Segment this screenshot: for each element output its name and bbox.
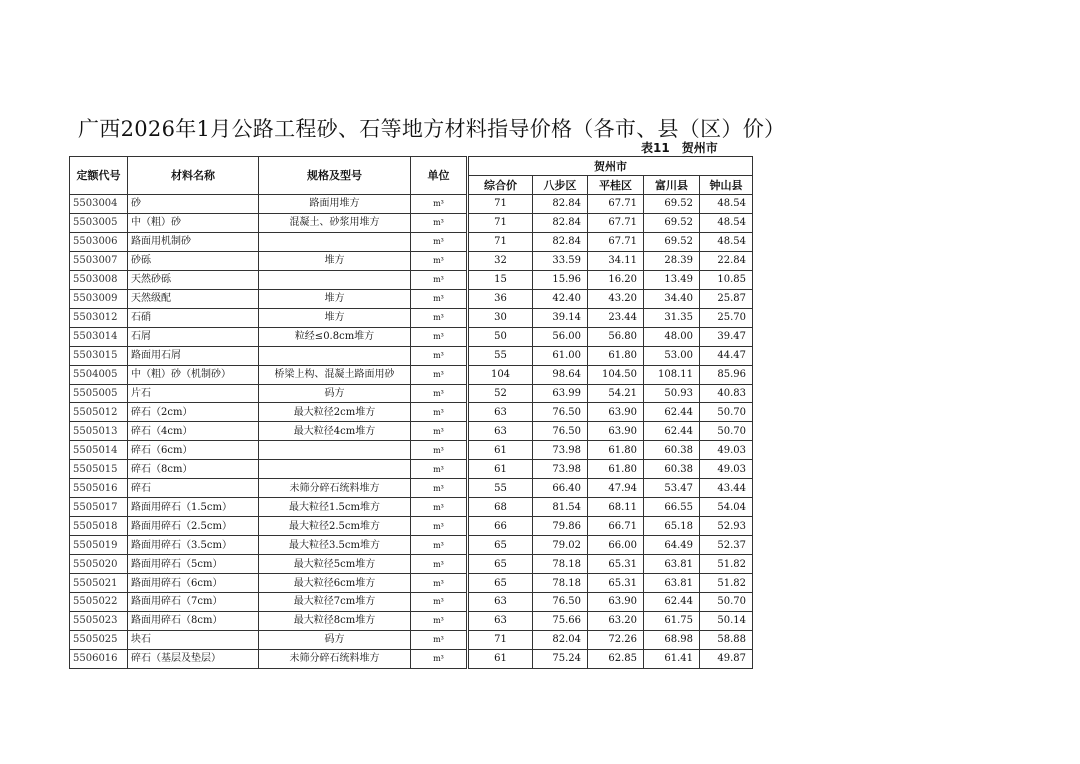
- cell-composite-price: 104: [468, 365, 533, 384]
- cell-unit: m³: [411, 574, 468, 593]
- cell-unit: m³: [411, 251, 468, 270]
- header-name: 材料名称: [128, 157, 259, 195]
- header-col-composite: 综合价: [468, 176, 533, 195]
- cell-composite-price: 63: [468, 422, 533, 441]
- table-row: [70, 498, 753, 517]
- cell-price-zhongshan: 48.54: [700, 213, 753, 232]
- table-row: [70, 384, 753, 403]
- cell-unit: m³: [411, 195, 468, 214]
- cell-code: 5505015: [70, 460, 128, 479]
- cell-price-zhongshan: 50.70: [700, 422, 753, 441]
- cell-material-name: 碎石: [128, 479, 259, 498]
- cell-material-name: 路面用碎石（1.5cm）: [128, 498, 259, 517]
- header-group-city: 贺州市: [468, 157, 753, 176]
- cell-spec: 路面用堆方: [259, 195, 411, 214]
- cell-composite-price: 71: [468, 232, 533, 251]
- cell-unit: m³: [411, 630, 468, 649]
- cell-unit: m³: [411, 441, 468, 460]
- cell-unit: m³: [411, 422, 468, 441]
- cell-price-zhongshan: 50.14: [700, 611, 753, 630]
- header-code: 定额代号: [70, 157, 128, 195]
- cell-material-name: 碎石（基层及垫层）: [128, 649, 259, 668]
- cell-price-zhongshan: 49.03: [700, 441, 753, 460]
- cell-price-pinggui: 34.11: [588, 251, 644, 270]
- cell-composite-price: 63: [468, 403, 533, 422]
- cell-price-babu: 76.50: [533, 422, 588, 441]
- cell-code: 5505019: [70, 536, 128, 555]
- cell-spec: 码方: [259, 384, 411, 403]
- cell-material-name: 碎石（6cm）: [128, 441, 259, 460]
- cell-code: 5506016: [70, 649, 128, 668]
- cell-price-fuchuan: 108.11: [644, 365, 700, 384]
- header-spec: 规格及型号: [259, 157, 411, 195]
- cell-price-zhongshan: 25.87: [700, 289, 753, 308]
- cell-price-babu: 81.54: [533, 498, 588, 517]
- table-row: [70, 649, 753, 668]
- cell-code: 5505022: [70, 593, 128, 612]
- table-row: [70, 536, 753, 555]
- table-row: [70, 441, 753, 460]
- cell-unit: m³: [411, 289, 468, 308]
- table-row: [70, 574, 753, 593]
- cell-composite-price: 36: [468, 289, 533, 308]
- cell-material-name: 中（粗）砂: [128, 213, 259, 232]
- cell-price-zhongshan: 44.47: [700, 346, 753, 365]
- table-row: [70, 289, 753, 308]
- cell-composite-price: 71: [468, 213, 533, 232]
- cell-spec: 堆方: [259, 289, 411, 308]
- cell-material-name: 路面用碎石（3.5cm）: [128, 536, 259, 555]
- cell-composite-price: 55: [468, 479, 533, 498]
- cell-price-pinggui: 61.80: [588, 346, 644, 365]
- cell-price-babu: 79.86: [533, 517, 588, 536]
- cell-price-pinggui: 56.80: [588, 327, 644, 346]
- cell-price-fuchuan: 69.52: [644, 213, 700, 232]
- cell-price-babu: 63.99: [533, 384, 588, 403]
- cell-price-fuchuan: 66.55: [644, 498, 700, 517]
- cell-composite-price: 65: [468, 536, 533, 555]
- cell-price-zhongshan: 52.37: [700, 536, 753, 555]
- cell-price-pinggui: 104.50: [588, 365, 644, 384]
- cell-composite-price: 55: [468, 346, 533, 365]
- cell-spec: 最大粒径2cm堆方: [259, 403, 411, 422]
- cell-unit: m³: [411, 460, 468, 479]
- cell-price-babu: 82.04: [533, 630, 588, 649]
- cell-unit: m³: [411, 536, 468, 555]
- cell-material-name: 砂: [128, 195, 259, 214]
- cell-price-fuchuan: 34.40: [644, 289, 700, 308]
- table-row: [70, 517, 753, 536]
- table-subtitle: 表11 贺州市: [641, 141, 718, 155]
- cell-unit: m³: [411, 611, 468, 630]
- cell-composite-price: 52: [468, 384, 533, 403]
- cell-price-zhongshan: 22.84: [700, 251, 753, 270]
- cell-price-zhongshan: 50.70: [700, 403, 753, 422]
- cell-price-pinggui: 66.71: [588, 517, 644, 536]
- cell-price-zhongshan: 50.70: [700, 593, 753, 612]
- cell-price-fuchuan: 61.75: [644, 611, 700, 630]
- price-table: [69, 156, 753, 669]
- cell-code: 5505021: [70, 574, 128, 593]
- cell-price-babu: 73.98: [533, 441, 588, 460]
- cell-price-fuchuan: 60.38: [644, 460, 700, 479]
- cell-material-name: 路面用碎石（2.5cm）: [128, 517, 259, 536]
- cell-material-name: 石屑: [128, 327, 259, 346]
- cell-price-pinggui: 16.20: [588, 270, 644, 289]
- cell-spec: 桥梁上构、混凝土路面用砂: [259, 365, 411, 384]
- cell-spec: 堆方: [259, 308, 411, 327]
- cell-code: 5503009: [70, 289, 128, 308]
- cell-price-fuchuan: 53.00: [644, 346, 700, 365]
- cell-price-babu: 76.50: [533, 403, 588, 422]
- cell-spec: 堆方: [259, 251, 411, 270]
- cell-price-fuchuan: 62.44: [644, 593, 700, 612]
- cell-material-name: 路面用碎石（5cm）: [128, 555, 259, 574]
- table-row: [70, 479, 753, 498]
- cell-price-babu: 33.59: [533, 251, 588, 270]
- cell-material-name: 路面用石屑: [128, 346, 259, 365]
- cell-code: 5505012: [70, 403, 128, 422]
- cell-price-zhongshan: 58.88: [700, 630, 753, 649]
- cell-price-pinggui: 62.85: [588, 649, 644, 668]
- cell-code: 5505025: [70, 630, 128, 649]
- table-row: [70, 593, 753, 612]
- cell-unit: m³: [411, 232, 468, 251]
- cell-price-fuchuan: 48.00: [644, 327, 700, 346]
- cell-price-babu: 78.18: [533, 574, 588, 593]
- cell-price-babu: 82.84: [533, 232, 588, 251]
- cell-price-zhongshan: 48.54: [700, 232, 753, 251]
- cell-spec: 粒经≤0.8cm堆方: [259, 327, 411, 346]
- cell-unit: m³: [411, 555, 468, 574]
- cell-price-babu: 39.14: [533, 308, 588, 327]
- page-title: 广西2026年1月公路工程砂、石等地方材料指导价格（各市、县（区）价）: [78, 117, 786, 141]
- cell-composite-price: 32: [468, 251, 533, 270]
- cell-price-fuchuan: 65.18: [644, 517, 700, 536]
- cell-spec: 最大粒径5cm堆方: [259, 555, 411, 574]
- cell-code: 5505016: [70, 479, 128, 498]
- cell-price-pinggui: 67.71: [588, 213, 644, 232]
- cell-price-babu: 42.40: [533, 289, 588, 308]
- cell-code: 5503015: [70, 346, 128, 365]
- table-row: [70, 460, 753, 479]
- cell-material-name: 碎石（8cm）: [128, 460, 259, 479]
- cell-code: 5503005: [70, 213, 128, 232]
- cell-price-pinggui: 63.90: [588, 403, 644, 422]
- cell-material-name: 碎石（4cm）: [128, 422, 259, 441]
- cell-price-pinggui: 72.26: [588, 630, 644, 649]
- cell-material-name: 路面用碎石（8cm）: [128, 611, 259, 630]
- cell-price-fuchuan: 69.52: [644, 195, 700, 214]
- table-row: [70, 630, 753, 649]
- cell-price-pinggui: 63.20: [588, 611, 644, 630]
- cell-code: 5505014: [70, 441, 128, 460]
- cell-price-zhongshan: 43.44: [700, 479, 753, 498]
- cell-price-fuchuan: 63.81: [644, 574, 700, 593]
- cell-material-name: 天然级配: [128, 289, 259, 308]
- cell-code: 5503004: [70, 195, 128, 214]
- cell-price-pinggui: 68.11: [588, 498, 644, 517]
- cell-price-zhongshan: 54.04: [700, 498, 753, 517]
- table-row: [70, 422, 753, 441]
- cell-code: 5505005: [70, 384, 128, 403]
- cell-code: 5503012: [70, 308, 128, 327]
- cell-composite-price: 15: [468, 270, 533, 289]
- cell-price-babu: 61.00: [533, 346, 588, 365]
- cell-price-fuchuan: 53.47: [644, 479, 700, 498]
- cell-price-fuchuan: 60.38: [644, 441, 700, 460]
- cell-price-babu: 75.66: [533, 611, 588, 630]
- cell-composite-price: 71: [468, 630, 533, 649]
- cell-price-fuchuan: 68.98: [644, 630, 700, 649]
- cell-code: 5503008: [70, 270, 128, 289]
- cell-material-name: 路面用碎石（7cm）: [128, 593, 259, 612]
- cell-composite-price: 61: [468, 649, 533, 668]
- cell-unit: m³: [411, 593, 468, 612]
- cell-code: 5505018: [70, 517, 128, 536]
- cell-price-fuchuan: 13.49: [644, 270, 700, 289]
- cell-price-fuchuan: 62.44: [644, 422, 700, 441]
- cell-composite-price: 61: [468, 460, 533, 479]
- table-row: [70, 270, 753, 289]
- cell-price-babu: 82.84: [533, 195, 588, 214]
- cell-price-babu: 73.98: [533, 460, 588, 479]
- table-body: [70, 195, 753, 669]
- cell-price-pinggui: 47.94: [588, 479, 644, 498]
- cell-price-babu: 98.64: [533, 365, 588, 384]
- cell-composite-price: 65: [468, 574, 533, 593]
- cell-code: 5505023: [70, 611, 128, 630]
- cell-spec: 码方: [259, 630, 411, 649]
- cell-composite-price: 63: [468, 611, 533, 630]
- cell-price-pinggui: 63.90: [588, 593, 644, 612]
- cell-unit: m³: [411, 346, 468, 365]
- cell-material-name: 路面用机制砂: [128, 232, 259, 251]
- cell-material-name: 中（粗）砂（机制砂）: [128, 365, 259, 384]
- cell-unit: m³: [411, 517, 468, 536]
- cell-code: 5505017: [70, 498, 128, 517]
- cell-material-name: 块石: [128, 630, 259, 649]
- cell-price-fuchuan: 28.39: [644, 251, 700, 270]
- cell-spec: [259, 441, 411, 460]
- header-col-fuchuan: 富川县: [644, 176, 700, 195]
- cell-price-zhongshan: 10.85: [700, 270, 753, 289]
- table-row: [70, 251, 753, 270]
- header-col-babu: 八步区: [533, 176, 588, 195]
- cell-code: 5503007: [70, 251, 128, 270]
- cell-price-babu: 66.40: [533, 479, 588, 498]
- cell-price-zhongshan: 39.47: [700, 327, 753, 346]
- table-row: [70, 213, 753, 232]
- cell-unit: m³: [411, 327, 468, 346]
- cell-code: 5504005: [70, 365, 128, 384]
- cell-unit: m³: [411, 308, 468, 327]
- cell-spec: 未筛分碎石统料堆方: [259, 649, 411, 668]
- cell-code: 5503006: [70, 232, 128, 251]
- cell-price-pinggui: 61.80: [588, 460, 644, 479]
- table-row: [70, 327, 753, 346]
- cell-spec: 最大粒径3.5cm堆方: [259, 536, 411, 555]
- cell-unit: m³: [411, 213, 468, 232]
- cell-spec: [259, 232, 411, 251]
- cell-price-fuchuan: 61.41: [644, 649, 700, 668]
- cell-composite-price: 65: [468, 555, 533, 574]
- cell-price-pinggui: 63.90: [588, 422, 644, 441]
- cell-price-babu: 82.84: [533, 213, 588, 232]
- cell-material-name: 砂砾: [128, 251, 259, 270]
- cell-price-babu: 56.00: [533, 327, 588, 346]
- cell-price-pinggui: 43.20: [588, 289, 644, 308]
- cell-price-zhongshan: 49.03: [700, 460, 753, 479]
- cell-price-pinggui: 54.21: [588, 384, 644, 403]
- cell-composite-price: 30: [468, 308, 533, 327]
- cell-material-name: 路面用碎石（6cm）: [128, 574, 259, 593]
- cell-spec: 最大粒径4cm堆方: [259, 422, 411, 441]
- table-row: [70, 555, 753, 574]
- cell-spec: [259, 270, 411, 289]
- cell-unit: m³: [411, 479, 468, 498]
- cell-price-babu: 15.96: [533, 270, 588, 289]
- cell-price-pinggui: 65.31: [588, 574, 644, 593]
- cell-price-fuchuan: 31.35: [644, 308, 700, 327]
- cell-price-pinggui: 61.80: [588, 441, 644, 460]
- table-row: [70, 195, 753, 214]
- cell-price-babu: 76.50: [533, 593, 588, 612]
- cell-price-pinggui: 65.31: [588, 555, 644, 574]
- cell-material-name: 石硝: [128, 308, 259, 327]
- cell-price-zhongshan: 51.82: [700, 574, 753, 593]
- header-unit: 单位: [411, 157, 468, 195]
- cell-spec: [259, 460, 411, 479]
- cell-spec: 最大粒径7cm堆方: [259, 593, 411, 612]
- cell-code: 5505020: [70, 555, 128, 574]
- cell-price-fuchuan: 62.44: [644, 403, 700, 422]
- cell-price-zhongshan: 48.54: [700, 195, 753, 214]
- cell-price-pinggui: 23.44: [588, 308, 644, 327]
- cell-price-zhongshan: 25.70: [700, 308, 753, 327]
- cell-price-zhongshan: 40.83: [700, 384, 753, 403]
- cell-price-pinggui: 66.00: [588, 536, 644, 555]
- cell-spec: 未筛分碎石统料堆方: [259, 479, 411, 498]
- cell-price-zhongshan: 52.93: [700, 517, 753, 536]
- table-row: [70, 611, 753, 630]
- cell-composite-price: 68: [468, 498, 533, 517]
- cell-spec: 最大粒径6cm堆方: [259, 574, 411, 593]
- cell-unit: m³: [411, 365, 468, 384]
- cell-material-name: 碎石（2cm）: [128, 403, 259, 422]
- header-col-pinggui: 平桂区: [588, 176, 644, 195]
- cell-code: 5505013: [70, 422, 128, 441]
- cell-price-zhongshan: 51.82: [700, 555, 753, 574]
- cell-composite-price: 50: [468, 327, 533, 346]
- header-col-zhongshan: 钟山县: [700, 176, 753, 195]
- cell-code: 5503014: [70, 327, 128, 346]
- cell-price-pinggui: 67.71: [588, 195, 644, 214]
- cell-composite-price: 66: [468, 517, 533, 536]
- cell-price-pinggui: 67.71: [588, 232, 644, 251]
- cell-price-babu: 78.18: [533, 555, 588, 574]
- cell-unit: m³: [411, 384, 468, 403]
- table-row: [70, 403, 753, 422]
- cell-price-fuchuan: 69.52: [644, 232, 700, 251]
- cell-price-fuchuan: 63.81: [644, 555, 700, 574]
- cell-price-zhongshan: 49.87: [700, 649, 753, 668]
- cell-material-name: 片石: [128, 384, 259, 403]
- table-row: [70, 232, 753, 251]
- cell-unit: m³: [411, 270, 468, 289]
- cell-price-babu: 79.02: [533, 536, 588, 555]
- cell-composite-price: 71: [468, 195, 533, 214]
- cell-spec: [259, 346, 411, 365]
- cell-price-fuchuan: 64.49: [644, 536, 700, 555]
- cell-unit: m³: [411, 403, 468, 422]
- cell-composite-price: 63: [468, 593, 533, 612]
- table-row: [70, 365, 753, 384]
- table-row: [70, 346, 753, 365]
- cell-spec: 最大粒径2.5cm堆方: [259, 517, 411, 536]
- cell-spec: 最大粒径8cm堆方: [259, 611, 411, 630]
- table-row: [70, 308, 753, 327]
- cell-price-zhongshan: 85.96: [700, 365, 753, 384]
- cell-spec: 最大粒径1.5cm堆方: [259, 498, 411, 517]
- cell-price-babu: 75.24: [533, 649, 588, 668]
- cell-unit: m³: [411, 498, 468, 517]
- cell-composite-price: 61: [468, 441, 533, 460]
- cell-material-name: 天然砂砾: [128, 270, 259, 289]
- cell-unit: m³: [411, 649, 468, 668]
- cell-price-fuchuan: 50.93: [644, 384, 700, 403]
- cell-spec: 混凝土、砂浆用堆方: [259, 213, 411, 232]
